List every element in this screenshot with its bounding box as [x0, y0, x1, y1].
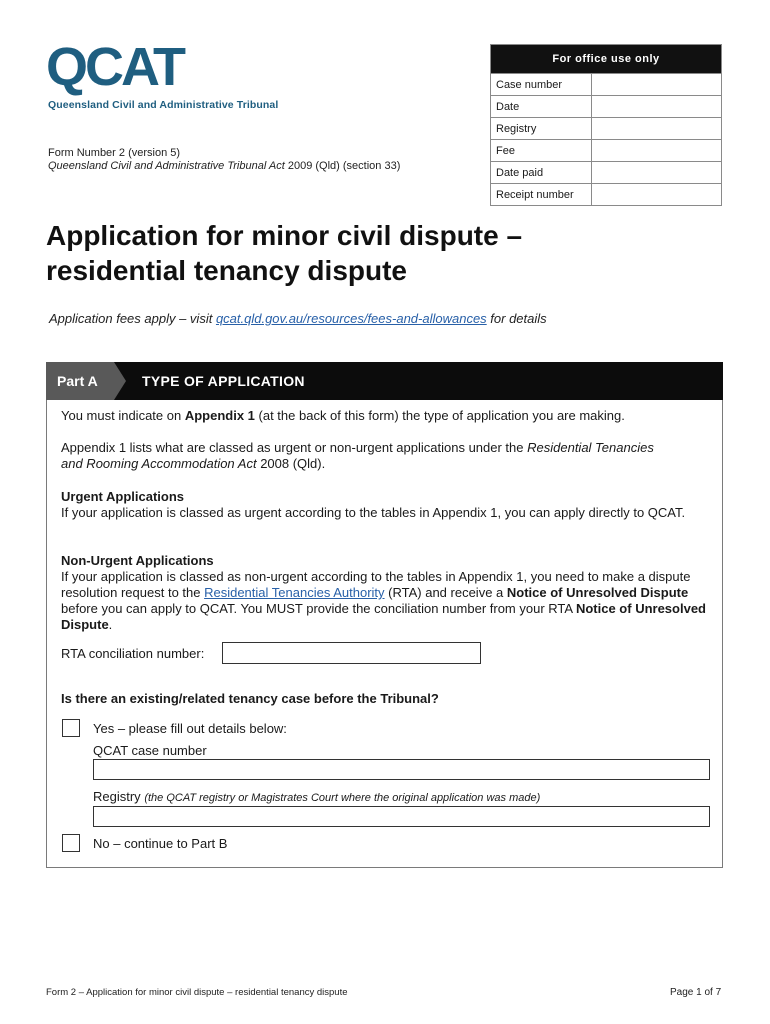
office-field-label: Date paid — [491, 162, 592, 184]
nonurgent-heading — [61, 553, 711, 569]
nonurgent-part: (RTA) and receive a — [384, 585, 507, 600]
appendix-part: 2008 (Qld). — [256, 456, 326, 471]
office-field-label: Date — [491, 96, 592, 118]
nonurgent-part: If your application is classed as non-urgent according to the tables in Appendix 1, you need to make a dispute resolution request to the — [61, 569, 691, 600]
nonurgent-heading-text: Non-Urgent Applications — [61, 553, 214, 568]
part-a-heading: TYPE OF APPLICATION — [142, 373, 305, 389]
intro-part: You must indicate on — [61, 408, 185, 423]
no-label: No – continue to Part B — [93, 836, 228, 851]
rta-link[interactable]: Residential Tenancies Authority — [204, 585, 385, 600]
title-line-1: Application for minor civil dispute – — [46, 220, 523, 251]
office-field-input[interactable] — [592, 162, 722, 184]
notice-bold: Notice of Unresolved Dispute — [61, 601, 706, 632]
existing-case-question-text: Is there an existing/related tenancy case before the Tribunal? — [61, 691, 439, 706]
registry-label: Registry — [93, 789, 141, 804]
act-details: 2009 (Qld) (section 33) — [284, 160, 401, 172]
act-name: Queensland Civil and Administrative Tribunal Act — [48, 160, 285, 172]
nonurgent-part: . — [108, 617, 113, 632]
registry-input[interactable] — [93, 806, 710, 827]
urgent-heading — [61, 489, 711, 505]
office-field-input[interactable] — [592, 118, 722, 140]
fees-note — [49, 311, 547, 326]
office-field-label: Receipt number — [491, 184, 592, 206]
office-field-input[interactable] — [592, 184, 722, 206]
case-number-input[interactable] — [93, 759, 710, 780]
intro-appendix: Appendix 1 — [184, 408, 255, 423]
no-checkbox[interactable] — [62, 834, 80, 852]
yes-checkbox[interactable] — [62, 719, 80, 737]
office-field-input[interactable] — [592, 74, 722, 96]
part-a-label: Part A — [57, 373, 98, 389]
urgent-text: If your application is classed as urgent according to the tables in Appendix 1, you can apply directly to QCAT. — [61, 505, 686, 520]
rta-label: RTA conciliation number: — [61, 646, 205, 661]
footer-form-title: Form 2 – Application for minor civil dispute – residential tenancy dispute — [46, 987, 348, 998]
office-field-input[interactable] — [592, 140, 722, 162]
office-field-label: Fee — [491, 140, 592, 162]
fees-prefix: Application fees apply – visit — [49, 311, 216, 326]
registry-label-row — [93, 789, 713, 806]
qcat-logo: QCAT — [46, 37, 183, 97]
existing-case-question — [61, 691, 711, 707]
office-use-table — [490, 44, 722, 206]
fees-suffix: for details — [486, 311, 547, 326]
case-number-label: QCAT case number — [93, 743, 207, 758]
fees-link[interactable]: qcat.qld.gov.au/resources/fees-and-allowances — [215, 311, 487, 326]
office-field-label: Case number — [491, 74, 592, 96]
page-title — [46, 218, 686, 288]
yes-label: Yes – please fill out details below: — [93, 721, 287, 736]
office-use-heading: For office use only — [491, 45, 722, 74]
registry-hint: (the QCAT registry or Magistrates Court where the original application was made) — [144, 792, 541, 804]
nonurgent-text — [61, 569, 706, 633]
intro-text — [61, 408, 711, 424]
title-line-2: residential tenancy dispute — [46, 255, 407, 286]
nonurgent-part: before you can apply to QCAT. You MUST provide the conciliation number from your RTA — [61, 601, 576, 616]
appendix-act: Residential Tenancies and Rooming Accommodation Act — [61, 440, 654, 471]
appendix-part: Appendix 1 lists what are classed as urgent or non-urgent applications under the — [61, 440, 528, 455]
rta-conciliation-input[interactable] — [222, 642, 481, 664]
appendix-text — [61, 440, 661, 472]
notice-bold: Notice of Unresolved Dispute — [506, 585, 689, 600]
office-field-label: Registry — [491, 118, 592, 140]
logo-subtitle: Queensland Civil and Administrative Tribunal — [48, 99, 279, 111]
office-field-input[interactable] — [592, 96, 722, 118]
form-act-reference — [48, 160, 400, 172]
page-number: Page 1 of 7 — [670, 987, 722, 998]
form-number: Form Number 2 (version 5) — [48, 147, 181, 159]
intro-part: (at the back of this form) the type of application you are making. — [254, 408, 625, 423]
urgent-heading-text: Urgent Applications — [61, 489, 185, 504]
